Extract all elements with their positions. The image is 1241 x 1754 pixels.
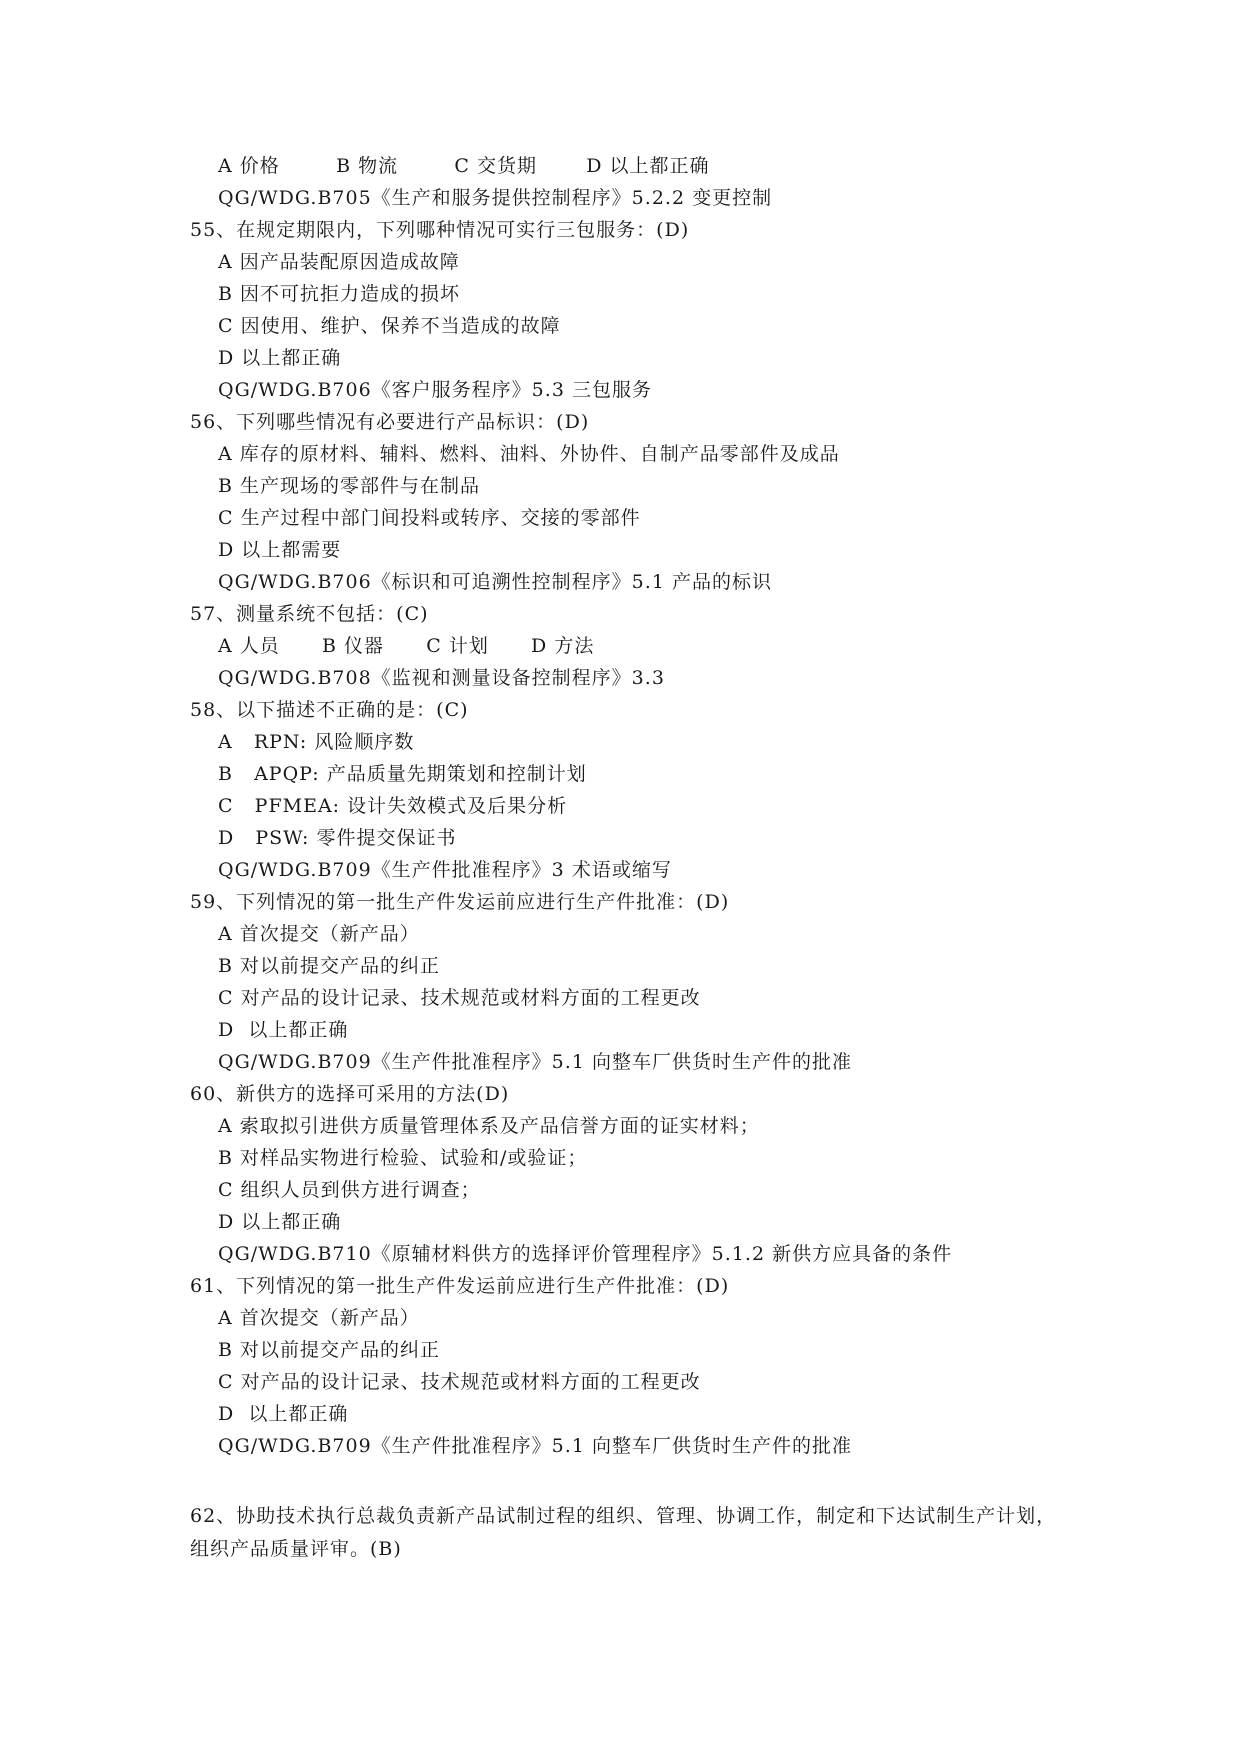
q54-reference: QG/WDG.B705《生产和服务提供控制程序》5.2.2 变更控制	[218, 187, 773, 209]
q57-question: 57、测量系统不包括：(C)	[190, 603, 429, 625]
q61-option-d: D 以上都正确	[218, 1403, 349, 1425]
q61-option-c: C 对产品的设计记录、技术规范或材料方面的工程更改	[218, 1371, 701, 1393]
q60-reference: QG/WDG.B710《原辅材料供方的选择评价管理程序》5.1.2 新供方应具备的条件	[218, 1243, 953, 1265]
q55-option-b: B 因不可抗拒力造成的损坏	[218, 283, 461, 305]
q61-option-a: A 首次提交（新产品）	[218, 1307, 420, 1329]
q55-question: 55、在规定期限内，下列哪种情况可实行三包服务：(D)	[190, 219, 690, 241]
q56-question: 56、下列哪些情况有必要进行产品标识：(D)	[190, 411, 590, 433]
q58-option-c: C PFMEA: 设计失效模式及后果分析	[218, 795, 568, 817]
q61-question: 61、下列情况的第一批生产件发运前应进行生产件批准：(D)	[190, 1275, 730, 1297]
q55-reference: QG/WDG.B706《客户服务程序》5.3 三包服务	[218, 379, 652, 401]
q61-reference: QG/WDG.B709《生产件批准程序》5.1 向整车厂供货时生产件的批准	[218, 1435, 852, 1457]
q56-option-c: C 生产过程中部门间投料或转序、交接的零部件	[218, 507, 641, 529]
q59-reference: QG/WDG.B709《生产件批准程序》5.1 向整车厂供货时生产件的批准	[218, 1051, 852, 1073]
q59-option-b: B 对以前提交产品的纠正	[218, 955, 441, 977]
q59-option-d: D 以上都正确	[218, 1019, 349, 1041]
q60-option-a: A 索取拟引进供方质量管理体系及产品信誉方面的证实材料；	[218, 1115, 760, 1137]
q55-option-a: A 因产品装配原因造成故障	[218, 251, 460, 273]
q60-option-d: D 以上都正确	[218, 1211, 342, 1233]
q55-option-c: C 因使用、维护、保养不当造成的故障	[218, 315, 561, 337]
q60-question: 60、新供方的选择可采用的方法(D)	[190, 1083, 510, 1105]
q57-options: A 人员 B 仪器 C 计划 D 方法	[218, 635, 595, 657]
q59-question: 59、下列情况的第一批生产件发运前应进行生产件批准：(D)	[190, 891, 730, 913]
q60-option-c: C 组织人员到供方进行调查；	[218, 1179, 481, 1201]
q59-option-c: C 对产品的设计记录、技术规范或材料方面的工程更改	[218, 987, 701, 1009]
q57-reference: QG/WDG.B708《监视和测量设备控制程序》3.3	[218, 667, 665, 689]
q58-option-d: D PSW: 零件提交保证书	[218, 827, 457, 849]
q54-options: A 价格 B 物流 C 交货期 D 以上都正确	[218, 155, 710, 177]
q58-option-a: A RPN: 风险顺序数	[218, 731, 415, 753]
q60-option-b: B 对样品实物进行检验、试验和/或验证；	[218, 1147, 588, 1169]
q58-question: 58、以下描述不正确的是：(C)	[190, 699, 469, 721]
q62-question: 62、协助技术执行总裁负责新产品试制过程的组织、管理、协调工作，制定和下达试制生产计划，组织产品质量评审。(B)	[190, 1505, 1057, 1560]
q59-option-a: A 首次提交（新产品）	[218, 923, 420, 945]
q58-option-b: B APQP: 产品质量先期策划和控制计划	[218, 763, 587, 785]
q56-option-b: B 生产现场的零部件与在制品	[218, 475, 481, 497]
q56-option-d: D 以上都需要	[218, 539, 342, 561]
q56-reference: QG/WDG.B706《标识和可追溯性控制程序》5.1 产品的标识	[218, 571, 772, 593]
q55-option-d: D 以上都正确	[218, 347, 342, 369]
q58-reference: QG/WDG.B709《生产件批准程序》3 术语或缩写	[218, 859, 672, 881]
q56-option-a: A 库存的原材料、辅料、燃料、油料、外协件、自制产品零部件及成品	[218, 443, 840, 465]
q61-option-b: B 对以前提交产品的纠正	[218, 1339, 441, 1361]
